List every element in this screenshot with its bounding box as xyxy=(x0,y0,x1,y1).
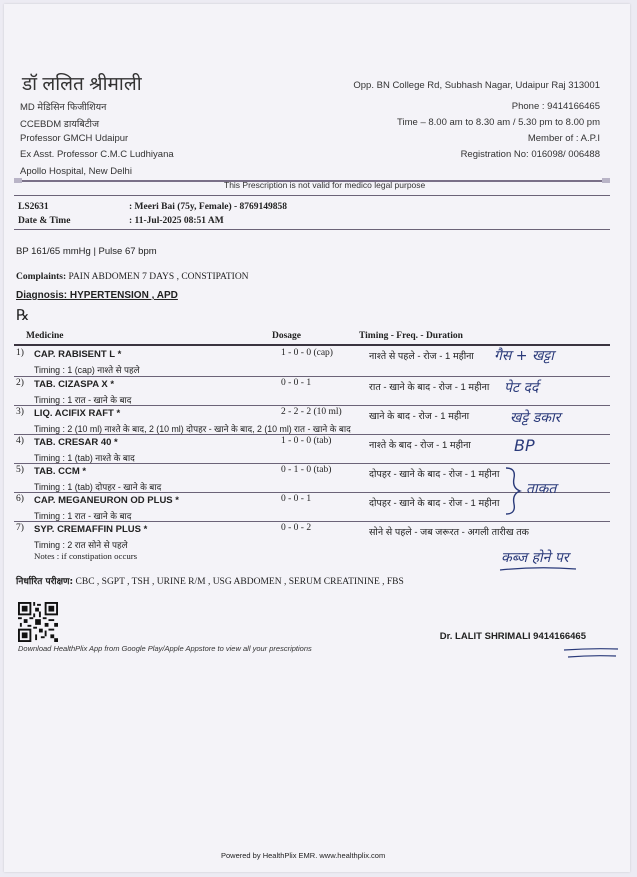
clinic-address: Opp. BN College Rd, Subhash Nagar, Udaipur Raj 313001 xyxy=(353,80,600,91)
medicine-timing: सोने से पहले - जब जरूरत - अगली तारीख तक xyxy=(369,527,529,538)
row-number: 5) xyxy=(16,465,24,475)
medicine-name: TAB. CCM * xyxy=(34,466,87,477)
medicine-name: CAP. MEGANEURON OD PLUS * xyxy=(34,495,179,506)
medicine-timing-detail: Timing : 1 रात - खाने के बाद xyxy=(34,511,132,521)
registration-number: Registration No: 016098/ 006488 xyxy=(460,149,600,160)
clinic-hours: Time – 8.00 am to 8.30 am / 5.30 pm to 8.00 pm xyxy=(397,117,600,128)
medicine-timing-detail: Timing : 1 (tab) दोपहर - खाने के बाद xyxy=(34,482,162,492)
row-rule xyxy=(14,463,610,464)
tests-value: CBC , SGPT , TSH , URINE R/M , USG ABDOMEN , SERUM CREATININE , FBS xyxy=(73,577,404,587)
row-rule xyxy=(14,405,610,406)
medicine-timing: दोपहर - खाने के बाद - रोज - 1 महीना xyxy=(369,498,500,509)
date-value: : 11-Jul-2025 08:51 AM xyxy=(129,216,224,226)
medicine-timing-detail: Timing : 1 (cap) नाश्ते से पहले xyxy=(34,365,140,375)
handwritten-underline xyxy=(498,565,578,573)
complaints xyxy=(16,272,249,282)
qualification-line-2: CCEBDM डायबिटीज xyxy=(20,119,100,130)
medicine-note: Notes : if constipation occurs xyxy=(34,551,138,561)
col-medicine: Medicine xyxy=(26,331,64,341)
medicine-dosage: 0 - 0 - 1 xyxy=(281,378,312,388)
row-number: 1) xyxy=(16,348,24,358)
download-app-text: Download HealthPlix App from Google Play/Apple Appstore to view all your prescriptions xyxy=(18,644,312,653)
prescription-sheet xyxy=(4,4,630,872)
complaints-value: PAIN ABDOMEN 7 DAYS , CONSTIPATION xyxy=(66,272,249,282)
handwritten-note: खट्टे डकार xyxy=(510,410,561,426)
row-number: 4) xyxy=(16,436,24,446)
qualification-line-3: Professor GMCH Udaipur xyxy=(20,133,129,144)
col-timing: Timing - Freq. - Duration xyxy=(359,331,463,341)
handwritten-signature-mark xyxy=(562,646,622,660)
row-number: 2) xyxy=(16,378,24,388)
diagnosis: Diagnosis: HYPERTENSION , APD xyxy=(16,290,178,301)
medicine-dosage: 0 - 1 - 0 (tab) xyxy=(281,465,332,475)
handwritten-note: पेट दर्द xyxy=(504,380,539,396)
medicine-name: TAB. CIZASPA X * xyxy=(34,379,115,390)
row-number: 7) xyxy=(16,523,24,533)
col-dosage: Dosage xyxy=(272,331,302,341)
qr-code xyxy=(18,602,58,642)
medicine-name: CAP. RABISENT L * xyxy=(34,349,122,360)
doctor-signature-name: Dr. LALIT SHRIMALI 9414166465 xyxy=(439,631,586,642)
medicine-name: LIQ. ACIFIX RAFT * xyxy=(34,408,121,419)
prescribed-tests xyxy=(16,574,404,587)
handwritten-note: ताकत xyxy=(526,481,557,497)
medicine-timing: दोपहर - खाने के बाद - रोज - 1 महीना xyxy=(369,469,500,480)
medicine-timing: रात - खाने के बाद - रोज - 1 महीना xyxy=(369,382,490,393)
row-rule xyxy=(14,434,610,435)
medicine-dosage: 2 - 2 - 2 (10 ml) xyxy=(281,407,342,417)
vitals: BP 161/65 mmHg | Pulse 67 bpm xyxy=(16,246,157,257)
qualification-line-1: MD मेडिसिन फिजीशियन xyxy=(20,102,107,113)
complaints-label: Complaints: xyxy=(16,272,67,282)
clinic-phone: Phone : 9414166465 xyxy=(511,101,600,112)
row-rule xyxy=(14,376,610,377)
medicine-name: SYP. CREMAFFIN PLUS * xyxy=(34,524,148,535)
medicine-dosage: 1 - 0 - 0 (tab) xyxy=(281,436,332,446)
handwritten-note: गैस + खट्टा xyxy=(494,348,554,364)
row-rule xyxy=(14,521,610,522)
rx-symbol: ℞ xyxy=(16,308,30,324)
qualification-line-4: Ex Asst. Professor C.M.C Ludhiyana xyxy=(20,149,174,160)
medicine-name: TAB. CRESAR 40 * xyxy=(34,437,118,448)
footer-powered-by: Powered by HealthPlix EMR. www.healthplix.com xyxy=(221,851,386,860)
legal-notice: This Prescription is not valid for medico legal purpose xyxy=(224,180,426,190)
medicine-dosage: 0 - 0 - 2 xyxy=(281,523,312,533)
doctor-name-hindi: डॉ ललित श्रीमाली xyxy=(22,74,142,95)
membership: Member of : A.P.I xyxy=(527,133,600,144)
medicine-timing-detail: Timing : 1 (tab) नाश्ते के बाद xyxy=(34,453,135,463)
patient-divider xyxy=(14,229,610,230)
notice-divider xyxy=(14,195,610,196)
medicine-timing: नाश्ते के बाद - रोज - 1 महीना xyxy=(369,440,471,451)
date-label: Date & Time xyxy=(18,216,71,226)
medicine-timing: नाश्ते से पहले - रोज - 1 महीना xyxy=(369,351,474,362)
medicine-timing-detail: Timing : 2 रात सोने से पहले xyxy=(34,540,128,550)
medicine-timing: खाने के बाद - रोज - 1 महीना xyxy=(369,411,470,422)
medicine-timing-detail: Timing : 1 रात - खाने के बाद xyxy=(34,395,132,405)
row-number: 6) xyxy=(16,494,24,504)
patient-name: : Meeri Bai (75y, Female) - 8769149858 xyxy=(129,202,288,212)
patient-id: LS2631 xyxy=(18,202,49,212)
medicine-dosage: 1 - 0 - 0 (cap) xyxy=(281,348,333,358)
medicine-dosage: 0 - 0 - 1 xyxy=(281,494,312,504)
row-number: 3) xyxy=(16,407,24,417)
handwritten-note: कब्ज होने पर xyxy=(501,550,569,566)
handwritten-note: BP xyxy=(514,436,535,455)
medicine-timing-detail: Timing : 2 (10 ml) नाश्ते के बाद, 2 (10 ml) दोपहर - खाने के बाद, 2 (10 ml) रात - खाने के बाद xyxy=(34,424,351,434)
qualification-line-5: Apollo Hospital, New Delhi xyxy=(20,166,132,177)
tests-label: निर्धारित परीक्षण: xyxy=(16,577,74,587)
